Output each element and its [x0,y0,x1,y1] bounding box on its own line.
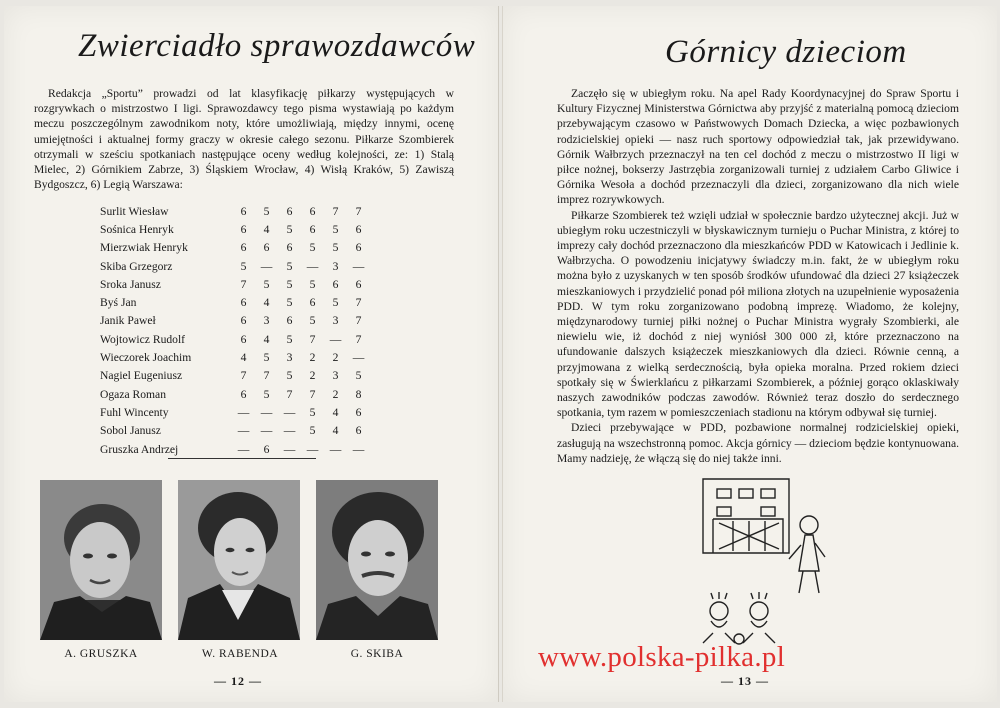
table-row [100,257,370,275]
rating-mark: 2 [332,387,339,401]
rating-mark: 5 [263,277,270,291]
rating-mark: 6 [240,296,247,310]
rating-mark: 7 [355,296,362,310]
rating-mark: 5 [286,277,293,291]
rating-mark: — [329,442,342,456]
rating-mark: 6 [240,241,247,255]
rating-mark: 7 [309,387,316,401]
player-name: Ogaza Roman [100,387,166,401]
player-name: Surlit Wiesław [100,204,169,218]
table-row [100,293,370,311]
rating-mark: 6 [240,387,247,401]
rating-mark: 5 [332,241,339,255]
rating-mark: 6 [355,277,362,291]
player-name: Byś Jan [100,296,137,310]
rating-mark: 6 [355,222,362,236]
rating-mark: 4 [240,351,247,365]
rating-mark: 4 [263,222,270,236]
caption-skiba: G. SKIBA [350,648,404,660]
table-row [100,422,370,440]
rating-mark: 7 [355,204,362,218]
rating-mark: 3 [286,351,293,365]
rating-mark: 5 [263,204,270,218]
rating-mark: 6 [240,222,247,236]
rating-mark: 6 [286,241,293,255]
rating-mark: 5 [240,259,247,273]
table-row [100,239,370,257]
cartoon-illustration [693,471,853,656]
portrait-image [178,480,300,640]
rating-mark: 2 [332,351,339,365]
rating-mark: 7 [355,332,362,346]
rating-mark: 5 [286,296,293,310]
rating-mark: 5 [263,387,270,401]
rating-mark: 2 [309,351,316,365]
portrait-image [40,480,162,640]
rating-mark: 5 [309,277,316,291]
rating-mark: — [306,259,319,273]
rating-mark: 5 [286,222,293,236]
rating-mark: — [306,442,319,456]
page-number-left: — 12 — [214,674,262,688]
rating-mark: — [352,259,365,273]
rating-mark: 5 [309,405,316,419]
rating-mark: 6 [263,442,270,456]
table-row [100,367,370,385]
player-name: Skiba Grzegorz [100,259,173,273]
player-name: Sośnica Henryk [100,222,174,236]
rating-mark: 6 [355,405,362,419]
ratings-table [100,202,370,458]
table-row [100,275,370,293]
rating-mark: — [237,424,250,438]
player-name: Sobol Janusz [100,424,161,438]
table-row [100,385,370,403]
player-name: Janik Paweł [100,314,156,328]
rating-mark: 5 [355,369,362,383]
rating-mark: 5 [286,369,293,383]
table-row [100,330,370,348]
rating-mark: — [329,332,342,346]
player-name: Wieczorek Joachim [100,351,192,365]
rating-mark: 5 [309,424,316,438]
player-photo-rabenda [178,480,300,640]
rating-mark: 6 [240,332,247,346]
website-watermark[interactable]: www.polska-pilka.pl [538,641,786,673]
rating-mark: — [237,405,250,419]
page-number-right: — 13 — [721,674,769,688]
rating-mark: 6 [286,204,293,218]
rating-mark: 3 [263,314,270,328]
rating-mark: 5 [263,351,270,365]
rating-mark: 6 [263,241,270,255]
right-page [502,6,997,702]
rating-mark: 4 [263,332,270,346]
rating-mark: — [283,424,296,438]
intro-paragraph: Redakcja „Sportu” prowadzi od lat klasyfikację piłkarzy występujących w rozgrywkach o mistrzostwo I ligi. Sprawozdawcy tego pisma wystawiają po każdym meczu poszczególnym zawodnikom noty, które umożliwiają, między innymi, ocenę umiejętności i aktualnej formy graczy w okresie całego sezonu. Piłkarze Szombierek otrzymali w sześciu spotkaniach następujące oceny według kolejności, ze: 1) Stalą Mielec, 2) Górnikiem Zabrze, 3) Śląskiem Wrocław, 4) Wisłą Kraków, 5) Zawiszą Bydgoszcz, 6) Legią Warszawa: [34,87,454,192]
rating-mark: 7 [263,369,270,383]
rating-mark: 5 [286,332,293,346]
rating-mark: 6 [240,314,247,328]
player-name: Nagiel Eugeniusz [100,369,183,383]
rating-mark: — [260,259,273,273]
rating-mark: 6 [309,222,316,236]
rating-mark: 6 [286,314,293,328]
rating-mark: 5 [332,222,339,236]
portrait-image [316,480,438,640]
rating-mark: 7 [355,314,362,328]
article-paragraph: Piłkarze Szombierek też wzięli udział w społecznie bardzo użytecznej akcji. Już w ubiegłym roku uczestniczyli w błyskawicznym turnieju o Puchar Ministra, z której to imprezy cały dochód przeznaczono dla mieszkańców PDD w Katowicach i Jedlinie k. Wałbrzycha. O powodzeniu inicjatywy świadczy m.in. fakt, że w ubiegłym roku można było z uzyskanych w ten sposób środków ufundować dla dzieci 27 książeczek mieszkaniowych i przydzielić ponad pół miliona złotych na uzupełnienie wyposażenia PDD. W tym roku zorganizowano podobną imprezę. Wiadomo, że kolejny, międzynarodowy turniej piłki nożnej o Puchar Ministra wygrały Szombierki, ale niewielu wie, iż dochód z niej wyniósł 300 000 zł, które przeznaczono na ufundowanie dalszych książeczek mieszkaniowych dla dzieci. Równie cenną, a przyjmowana z wielką serdecznością, była opieka moralna. Przed rokiem dzieci spotkały się w Świerklańcu z piłkarzami Szombierek, a później gorąco oklaskiwały naszych zawodników podczas zawodów. Również teraz doszło do serdecznego spotkania, tym razem w pomieszczeniach stadionu na którym odbywał się turniej. [557,208,959,420]
rating-mark: 4 [332,405,339,419]
rating-mark: — [237,442,250,456]
rating-mark: 5 [286,259,293,273]
rating-mark: 4 [332,424,339,438]
player-name: Mierzwiak Henryk [100,241,188,255]
caption-rabenda: W. RABENDA [201,648,279,660]
rating-mark: 7 [332,204,339,218]
rating-mark: 6 [309,296,316,310]
rating-mark: 6 [309,204,316,218]
rating-mark: 7 [240,369,247,383]
article-paragraph: Zaczęło się w ubiegłym roku. Na apel Rady Koordynacyjnej do Spraw Sportu i Kultury Fizycznej Ministerstwa Górnictwa aby przyjść z materialną pomocą dzieciom przebywającym czasowo w Państwowych Domach Dziecka, a więc pozbawionych rodzicielskiej opieki — nasz ruch sportowy odpowiedział tak, jak przewidywano. Górnik Wałbrzych przeznaczył na ten cel dochód z meczu o mistrzostwo II ligi w piłce nożnej, bokserzy Jastrzębia zorganizowali turniej z udziałem Carbo Gliwice i Górnika Wesoła a dochód przeznaczyli dla dzieci, zorganizowano dla nich wiele imprez rozrywkowych. [557,87,959,207]
rating-mark: — [260,424,273,438]
player-name: Gruszka Andrzej [100,442,179,456]
rating-mark: 7 [240,277,247,291]
left-page [4,6,499,702]
rating-mark: — [283,405,296,419]
rating-mark: 5 [332,296,339,310]
rating-mark: 5 [309,241,316,255]
separator-line [168,458,316,459]
player-name: Fuhl Wincenty [100,405,169,419]
rating-mark: 7 [309,332,316,346]
rating-mark: — [352,442,365,456]
caption-gruszka: A. GRUSZKA [64,648,138,660]
rating-mark: 4 [263,296,270,310]
rating-mark: 2 [309,369,316,383]
table-row [100,312,370,330]
table-row [100,348,370,366]
article-paragraph: Dzieci przebywające w PDD, pozbawione normalnej rodzicielskiej opieki, zasługują na wszechstronną pomoc. Akcja górnicy — dzieciom będzie kontynuowana. Mamy nadzieję, że włączą się do niej także inni. [557,421,959,465]
right-page-title: Górnicy dzieciom [665,34,907,70]
rating-mark: — [260,405,273,419]
rating-mark: 7 [286,387,293,401]
table-row [100,220,370,238]
rating-mark: 6 [240,204,247,218]
table-row [100,202,370,220]
left-page-title: Zwierciadło sprawozdawców [78,28,476,64]
player-photo-gruszka [40,480,162,640]
rating-mark: 8 [355,387,362,401]
rating-mark: — [352,351,365,365]
rating-mark: 5 [309,314,316,328]
player-photo-skiba [316,480,438,640]
rating-mark: — [283,442,296,456]
table-row [100,440,370,458]
rating-mark: 6 [332,277,339,291]
table-row [100,403,370,421]
article-body [557,86,959,466]
player-name: Wojtowicz Rudolf [100,332,186,346]
rating-mark: 3 [332,259,339,273]
player-name: Sroka Janusz [100,277,161,291]
rating-mark: 3 [332,369,339,383]
rating-mark: 6 [355,241,362,255]
rating-mark: 3 [332,314,339,328]
rating-mark: 6 [355,424,362,438]
